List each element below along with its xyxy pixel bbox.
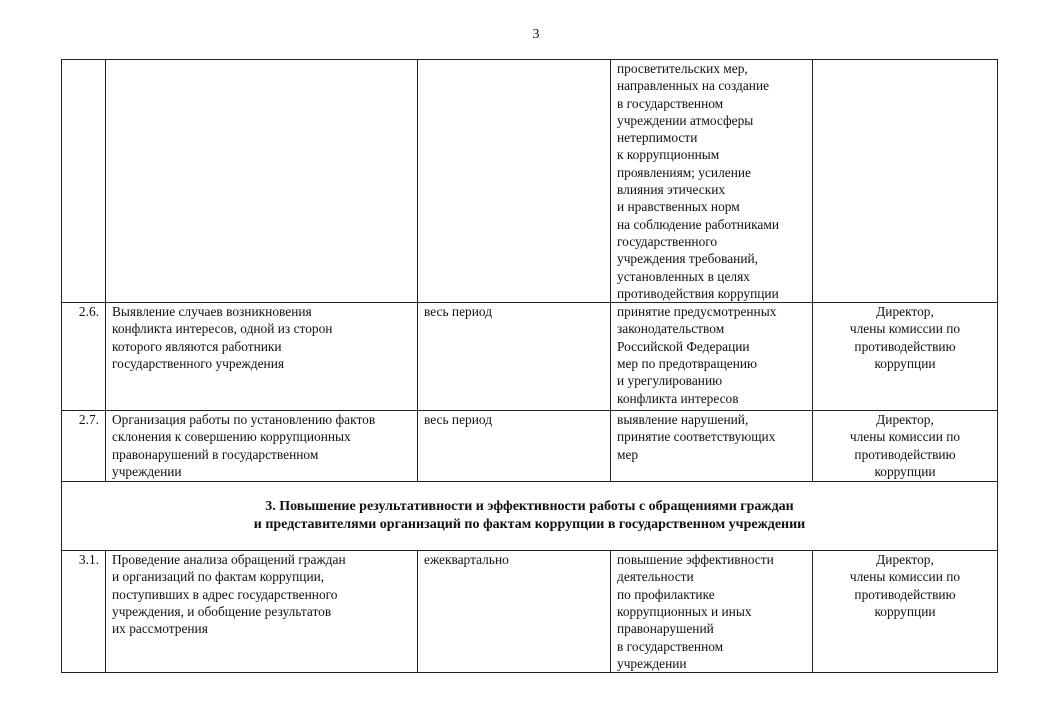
responsible-line: коррупции (874, 356, 936, 372)
deadline-cell: весь период (418, 411, 611, 482)
responsible-line: Директор, (876, 412, 934, 428)
item-number-cell: 3.1. (62, 551, 106, 673)
result-line: к коррупционным (617, 147, 720, 163)
result-line: проявлениям; усиление (617, 164, 751, 180)
result-cell (611, 303, 813, 411)
result-line: в государственном (617, 95, 724, 111)
result-cell (611, 551, 813, 673)
measure-line: Проведение анализа обращений граждан (112, 552, 346, 568)
measure-line: Организация работы по установлению фактов (112, 412, 376, 428)
measure-cell (106, 551, 418, 673)
result-line: направленных на создание (617, 78, 770, 94)
result-line: учреждения требований, (617, 251, 759, 267)
result-line: государственного (617, 233, 718, 249)
result-line: конфликта интересов (617, 390, 739, 406)
responsible-cell (813, 411, 998, 482)
result-line: установленных в целях (617, 268, 750, 284)
responsible-line: Директор, (876, 304, 934, 320)
measure-line: учреждения, и обобщение результатов (112, 604, 332, 620)
result-cell (611, 60, 813, 303)
responsible-cell (813, 60, 998, 303)
table-row (62, 303, 998, 411)
result-line: повышение эффективности (617, 552, 774, 568)
item-number-cell: 2.6. (62, 303, 106, 411)
result-line: и нравственных норм (617, 199, 740, 215)
result-line: в государственном (617, 638, 724, 654)
result-line: законодательством (617, 321, 725, 337)
result-line: учреждении (617, 655, 687, 671)
result-line: нетерпимости (617, 130, 698, 146)
measure-cell (106, 60, 418, 303)
measure-line: Выявление случаев возникновения (112, 304, 312, 320)
responsible-cell (813, 551, 998, 673)
table-row (62, 551, 998, 673)
result-line: правонарушений (617, 621, 714, 637)
result-line: мер (617, 446, 639, 462)
measure-line: которого являются работники (112, 338, 282, 354)
measure-line: государственного учреждения (112, 356, 285, 372)
responsible-line: коррупции (874, 604, 936, 620)
deadline-cell (418, 60, 611, 303)
result-line: выявление нарушений, (617, 412, 749, 428)
measure-line: их рассмотрения (112, 621, 208, 637)
result-line: Российской Федерации (617, 338, 750, 354)
section-heading-line: 3. Повышение результативности и эффективности работы с обращениями граждан (265, 499, 794, 515)
measure-line: поступивших в адрес государственного (112, 586, 338, 602)
result-line: противодействия коррупции (617, 285, 779, 301)
item-number-cell (62, 60, 106, 303)
responsible-line: противодействию (854, 338, 956, 354)
page-number: 3 (532, 27, 540, 42)
responsible-line: Директор, (876, 552, 934, 568)
responsible-cell (813, 303, 998, 411)
measure-line: учреждении (112, 464, 182, 480)
responsible-line: противодействию (854, 586, 956, 602)
item-number-cell: 2.7. (62, 411, 106, 482)
action-plan-table (61, 59, 998, 673)
result-line: влияния этических (617, 182, 726, 198)
responsible-line: члены комиссии по (849, 429, 961, 445)
measure-line: склонения к совершению коррупционных (112, 429, 351, 445)
deadline-cell: весь период (418, 303, 611, 411)
responsible-line: противодействию (854, 446, 956, 462)
responsible-line: коррупции (874, 464, 936, 480)
measure-line: и организаций по фактам коррупции, (112, 569, 325, 585)
responsible-line: члены комиссии по (849, 569, 961, 585)
result-line: учреждении атмосферы (617, 112, 754, 128)
section-heading-row (62, 482, 998, 551)
table-row (62, 411, 998, 482)
measure-cell (106, 303, 418, 411)
deadline-cell: ежеквартально (418, 551, 611, 673)
result-line: просветительских мер, (617, 61, 748, 76)
section-heading (62, 482, 998, 551)
result-line: деятельности (617, 569, 694, 585)
measure-line: конфликта интересов, одной из сторон (112, 321, 333, 337)
section-heading-line: и представителями организаций по фактам коррупции в государственном учреждении (253, 517, 806, 533)
measure-line: правонарушений в государственном (112, 446, 319, 462)
result-line: на соблюдение работниками (617, 216, 780, 232)
result-line: принятие предусмотренных (617, 304, 777, 320)
result-line: принятие соответствующих (617, 429, 776, 445)
result-cell (611, 411, 813, 482)
result-line: коррупционных и иных (617, 604, 752, 620)
table-row (62, 60, 998, 303)
result-line: мер по предотвращению (617, 356, 758, 372)
result-line: и урегулированию (617, 373, 723, 389)
responsible-line: члены комиссии по (849, 321, 961, 337)
result-line: по профилактике (617, 586, 715, 602)
measure-cell (106, 411, 418, 482)
